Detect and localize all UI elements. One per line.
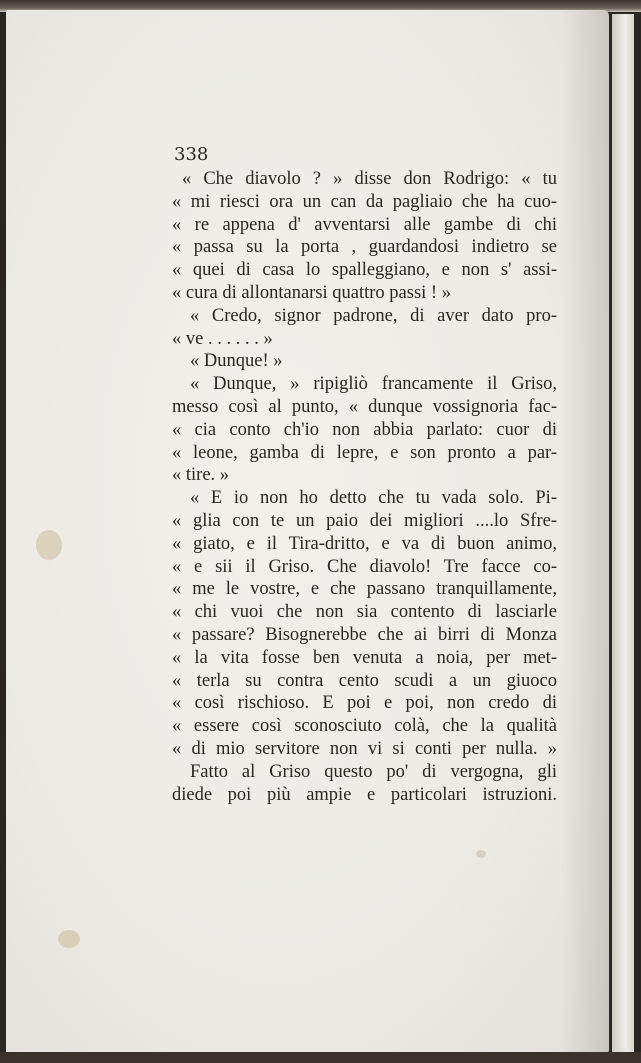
paper-stain: [476, 850, 486, 858]
text-line: « così rischioso. E poi e poi, non credo di: [172, 693, 557, 714]
adjacent-page-edge: [612, 14, 634, 1054]
text-line: « essere così sconosciuto colà, che la qualità: [172, 716, 557, 737]
text-line: « Che diavolo ? » disse don Rodrigo: « tu: [182, 169, 557, 189]
text-line: « di mio servitore non vi si conti per nulla. »: [172, 738, 557, 759]
text-line: « glia con te un paio dei migliori ....lo Sfre-: [172, 510, 557, 531]
text-line: « tire. »: [172, 465, 230, 486]
text-line: « cura di allontanarsi quattro passi ! »: [172, 282, 451, 303]
text-line: « la vita fosse ben venuta a noia, per met-: [172, 647, 557, 668]
paper-stain: [58, 930, 80, 948]
body-text: [172, 168, 557, 806]
text-line: Fatto al Griso questo po' di vergogna, gli: [190, 761, 557, 782]
text-line: « me le vostre, e che passano tranquillamente,: [172, 579, 557, 600]
text-line: « cia conto ch'io non abbia parlato: cuor di: [172, 419, 557, 440]
page-gutter-shadow: [560, 10, 610, 1054]
text-line: « Credo, signor padrone, di aver dato pro-: [190, 305, 557, 326]
text-line: « terla su contra cento scudi a un giuoco: [172, 670, 557, 691]
text-line: « passare? Bisognerebbe che ai birri di Monza: [172, 624, 557, 645]
text-line: « e sii il Griso. Che diavolo! Tre facce co-: [172, 556, 557, 577]
text-line: « Dunque! »: [190, 351, 283, 372]
text-line: « leone, gamba di lepre, e son pronto a par-: [172, 442, 557, 463]
text-line: « ve . . . . . . »: [172, 328, 273, 349]
text-line: « giato, e il Tira-dritto, e va di buon animo,: [172, 533, 557, 554]
text-line: « passa su la porta , guardandosi indietro se: [172, 237, 557, 258]
text-line: messo così al punto, « dunque vossignoria fac-: [172, 396, 557, 417]
text-line: « mi riesci ora un can da pagliaio che ha cuo-: [172, 191, 557, 212]
text-line: « quei di casa lo spalleggiano, e non s' assi-: [172, 260, 557, 281]
text-line: « E io non ho detto che tu vada solo. Pi-: [190, 488, 557, 509]
paper-stain: [36, 530, 62, 560]
book-bottom-edge: [0, 1052, 641, 1063]
text-line: « Dunque, » ripigliò francamente il Griso,: [190, 374, 557, 395]
text-line: « chi vuoi che non sia contento di lasciarle: [172, 602, 557, 623]
text-line: « re appena d' avventarsi alle gambe di chi: [172, 214, 557, 235]
text-line: diede poi più ampie e particolari istruzioni.: [172, 784, 557, 805]
page-number: 338: [174, 144, 209, 165]
